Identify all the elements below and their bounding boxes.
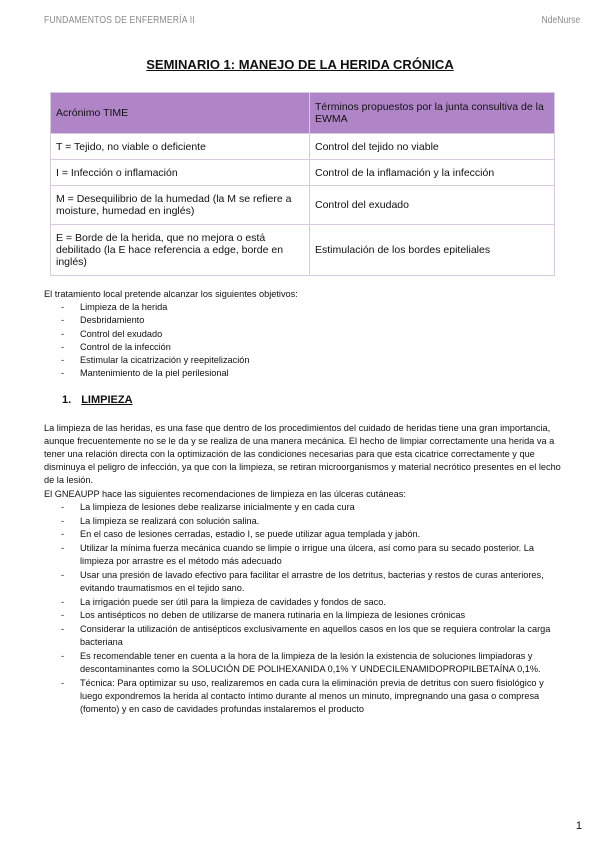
table-cell: E = Borde de la herida, que no mejora o está debilitado (la E hace referencia a edge, borde en inglés) <box>51 225 310 276</box>
objectives-list <box>44 301 564 380</box>
list-item: - Mantenimiento de la piel perilesional <box>44 367 564 380</box>
list-item: - En el caso de lesiones cerradas, estadio I, se puede utilizar agua templada y jabón. <box>44 528 564 541</box>
table-row <box>51 160 555 186</box>
table-cell: Estimulación de los bordes epiteliales <box>310 225 555 276</box>
list-item: - Limpieza de la herida <box>44 301 564 314</box>
table-cell: I = Infección o inflamación <box>51 160 310 186</box>
list-item: - Los antisépticos no deben de utilizarse de manera rutinaria en la limpieza de lesiones crónicas <box>44 609 564 622</box>
list-item: - Es recomendable tener en cuenta a la hora de la limpieza de la lesión la existencia de soluciones limpiadoras y descontaminantes como la SOLUCIÓN DE POLIHEXANIDA 0,1% Y UNDECILENAMIDOPROPILBETAÍNA 0,1%. <box>44 650 564 676</box>
table-cell: Control del exudado <box>310 186 555 225</box>
table-row <box>51 225 555 276</box>
table-cell: Control del tejido no viable <box>310 134 555 160</box>
gneaupp-intro: El GNEAUPP hace las siguientes recomendaciones de limpieza en las úlceras cutáneas: <box>44 488 406 499</box>
technique-list <box>44 677 564 717</box>
list-item: - La limpieza se realizará con solución salina. <box>44 515 564 528</box>
list-item: - La irrigación puede ser útil para la limpieza de cavidades y fondos de saco. <box>44 596 564 609</box>
table-header-cell: Términos propuestos por la junta consultiva de la EWMA <box>310 93 555 134</box>
page-title: SEMINARIO 1: MANEJO DE LA HERIDA CRÓNICA <box>146 57 454 72</box>
list-item: - Control del exudado <box>44 328 564 341</box>
table-row <box>51 186 555 225</box>
technique-item: - Técnica: Para optimizar su uso, realizaremos en cada cura la eliminación previa de detritus con suero fisiológico y luego expondremos la herida al contacto íntimo durante al menos un minuto, impregnando una gasa o compresa (fomento) y en caso de cavidades profundas instalaremos el producto <box>44 677 564 717</box>
table-cell: M = Desequilibrio de la humedad (la M se refiere a moisture, humedad en inglés) <box>51 186 310 225</box>
section-label: LIMPIEZA <box>81 394 133 407</box>
header-author: NdeNurse <box>541 14 580 26</box>
table-header-cell: Acrónimo TIME <box>51 93 310 134</box>
table-row <box>51 134 555 160</box>
objectives-intro: El tratamiento local pretende alcanzar los siguientes objetivos: <box>44 289 298 299</box>
list-item: - Utilizar la mínima fuerza mecánica cuando se limpie o irrigue una úlcera, así como para su secado posterior. La limpieza por arrastre es el método más adecuado <box>44 542 564 568</box>
list-item: - Control de la infección <box>44 341 564 354</box>
section-number: 1. <box>62 394 72 407</box>
section-heading <box>62 394 564 407</box>
document-body <box>44 288 564 717</box>
recommendations-list <box>44 501 564 677</box>
table-cell: Control de la inflamación y la infección <box>310 160 555 186</box>
limpieza-paragraph: La limpieza de las heridas, es una fase que dentro de los procedimientos del cuidado de heridas tiene una gran importancia, aunque frecuentemente no se le da y se realiza de una manera mecánica. El hecho de limpiar correctamente una herida va a tener una relación directa con la optimización de las condiciones necesarias para que esta cicatrice correctamente y que disminuya el peligro de infección, ya que con la limpieza, se retiran microorganismos y material necrótico presentes en el lecho de la lesión. <box>44 422 561 486</box>
list-item: - Considerar la utilización de antisépticos exclusivamente en aquellos casos en los que se requiera controlar la carga bacteriana <box>44 623 564 649</box>
list-item: - La limpieza de lesiones debe realizarse inicialmente y en cada cura <box>44 501 564 514</box>
header-course: FUNDAMENTOS DE ENFERMERÍA II <box>44 14 195 26</box>
time-table <box>50 92 555 276</box>
page-number: 1 <box>575 820 582 832</box>
list-item: - Estimular la cicatrización y reepitelización <box>44 354 564 367</box>
list-item: - Usar una presión de lavado efectivo para facilitar el arrastre de los detritus, bacterias y restos de curas anteriores, evitando traumatismos en el tejido sano. <box>44 569 564 595</box>
list-item: - Desbridamiento <box>44 314 564 327</box>
table-cell: T = Tejido, no viable o deficiente <box>51 134 310 160</box>
table-header-row <box>51 93 555 134</box>
